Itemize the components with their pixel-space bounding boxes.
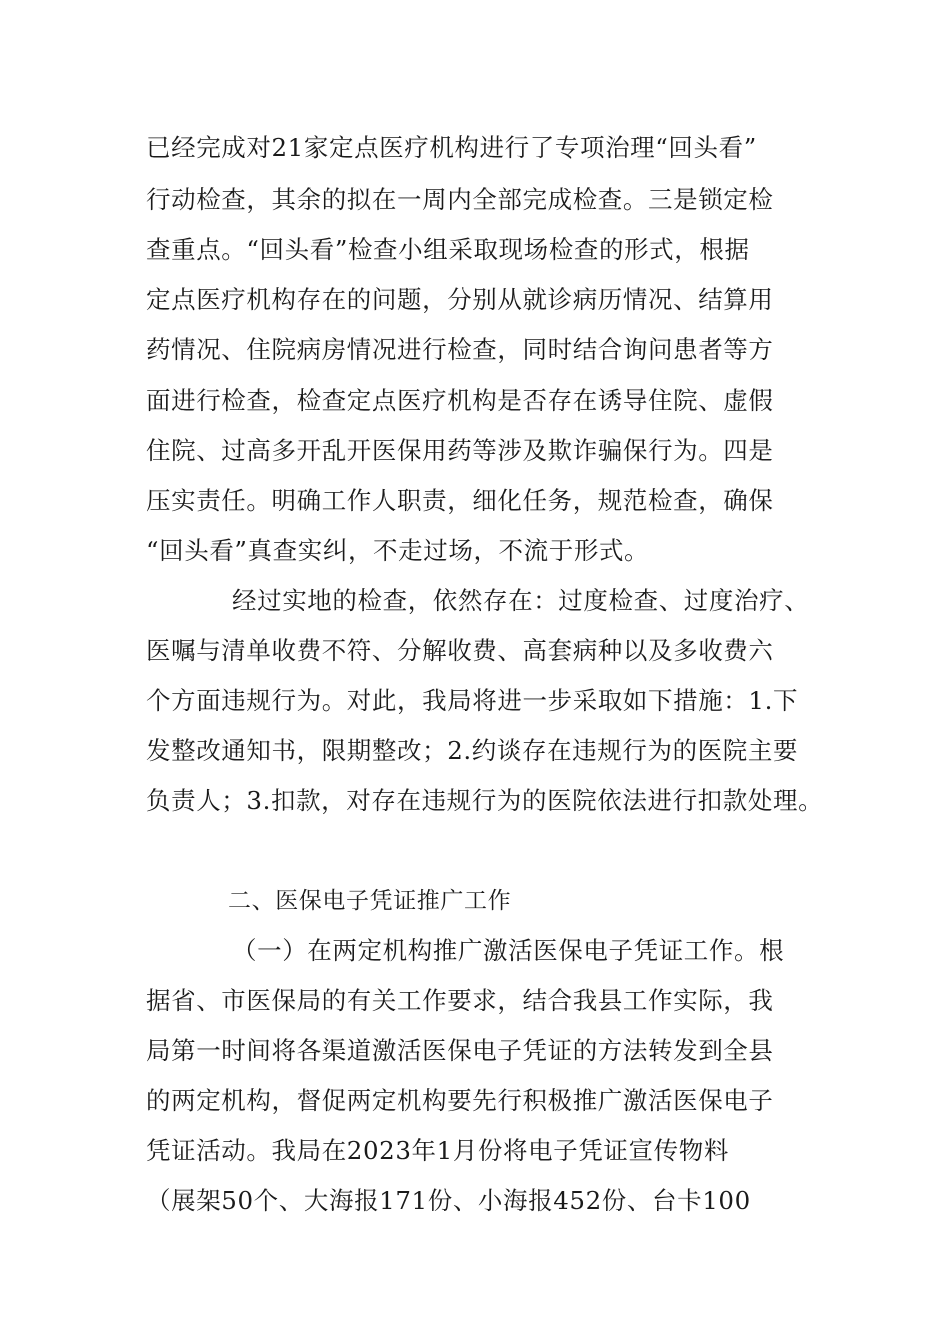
paragraph-line: 负责人；3.扣款，对存在违规行为的医院依法进行扣款处理。 [146,786,824,815]
paragraph-line: 个方面违规行为。对此，我局将进一步采取如下措施：1.下 [146,686,799,715]
paragraph-line: （一）在两定机构推广激活医保电子凭证工作。根 [232,936,785,965]
paragraph-line: “回头看”真查实纠，不走过场，不流于形式。 [146,536,650,565]
paragraph-line: 经过实地的检查，依然存在：过度检查、过度治疗、 [232,586,810,615]
paragraph-line: 发整改通知书，限期整改；2.约谈存在违规行为的医院主要 [146,736,799,765]
paragraph-line: 凭证活动。我局在2023年1月份将电子凭证宣传物料 [146,1136,729,1165]
paragraph-line: 面进行检查，检查定点医疗机构是否存在诱导住院、虚假 [146,386,774,415]
paragraph-line: 医嘱与清单收费不符、分解收费、高套病种以及多收费六 [146,636,774,665]
paragraph-line: 定点医疗机构存在的问题，分别从就诊病历情况、结算用 [146,285,774,314]
paragraph-line: 压实责任。明确工作人职责，细化任务，规范检查，确保 [146,486,774,515]
paragraph-line: 的两定机构，督促两定机构要先行积极推广激活医保电子 [146,1086,774,1115]
paragraph-line: 局第一时间将各渠道激活医保电子凭证的方法转发到全县 [146,1036,774,1065]
section-heading: 二、医保电子凭证推广工作 [228,888,512,914]
paragraph-line: 查重点。“回头看”检查小组采取现场检查的形式，根据 [146,235,750,264]
paragraph-line: 据省、市医保局的有关工作要求，结合我县工作实际，我 [146,986,774,1015]
paragraph-line: 行动检查，其余的拟在一周内全部完成检查。三是锁定检 [146,185,774,214]
paragraph-line: 已经完成对21家定点医疗机构进行了专项治理“回头看” [146,133,757,162]
paragraph-line: 药情况、住院病房情况进行检查，同时结合询问患者等方 [146,335,774,364]
paragraph-line: （展架50个、大海报171份、小海报452份、台卡100 [146,1186,751,1215]
paragraph-line: 住院、过高多开乱开医保用药等涉及欺诈骗保行为。四是 [146,436,774,465]
